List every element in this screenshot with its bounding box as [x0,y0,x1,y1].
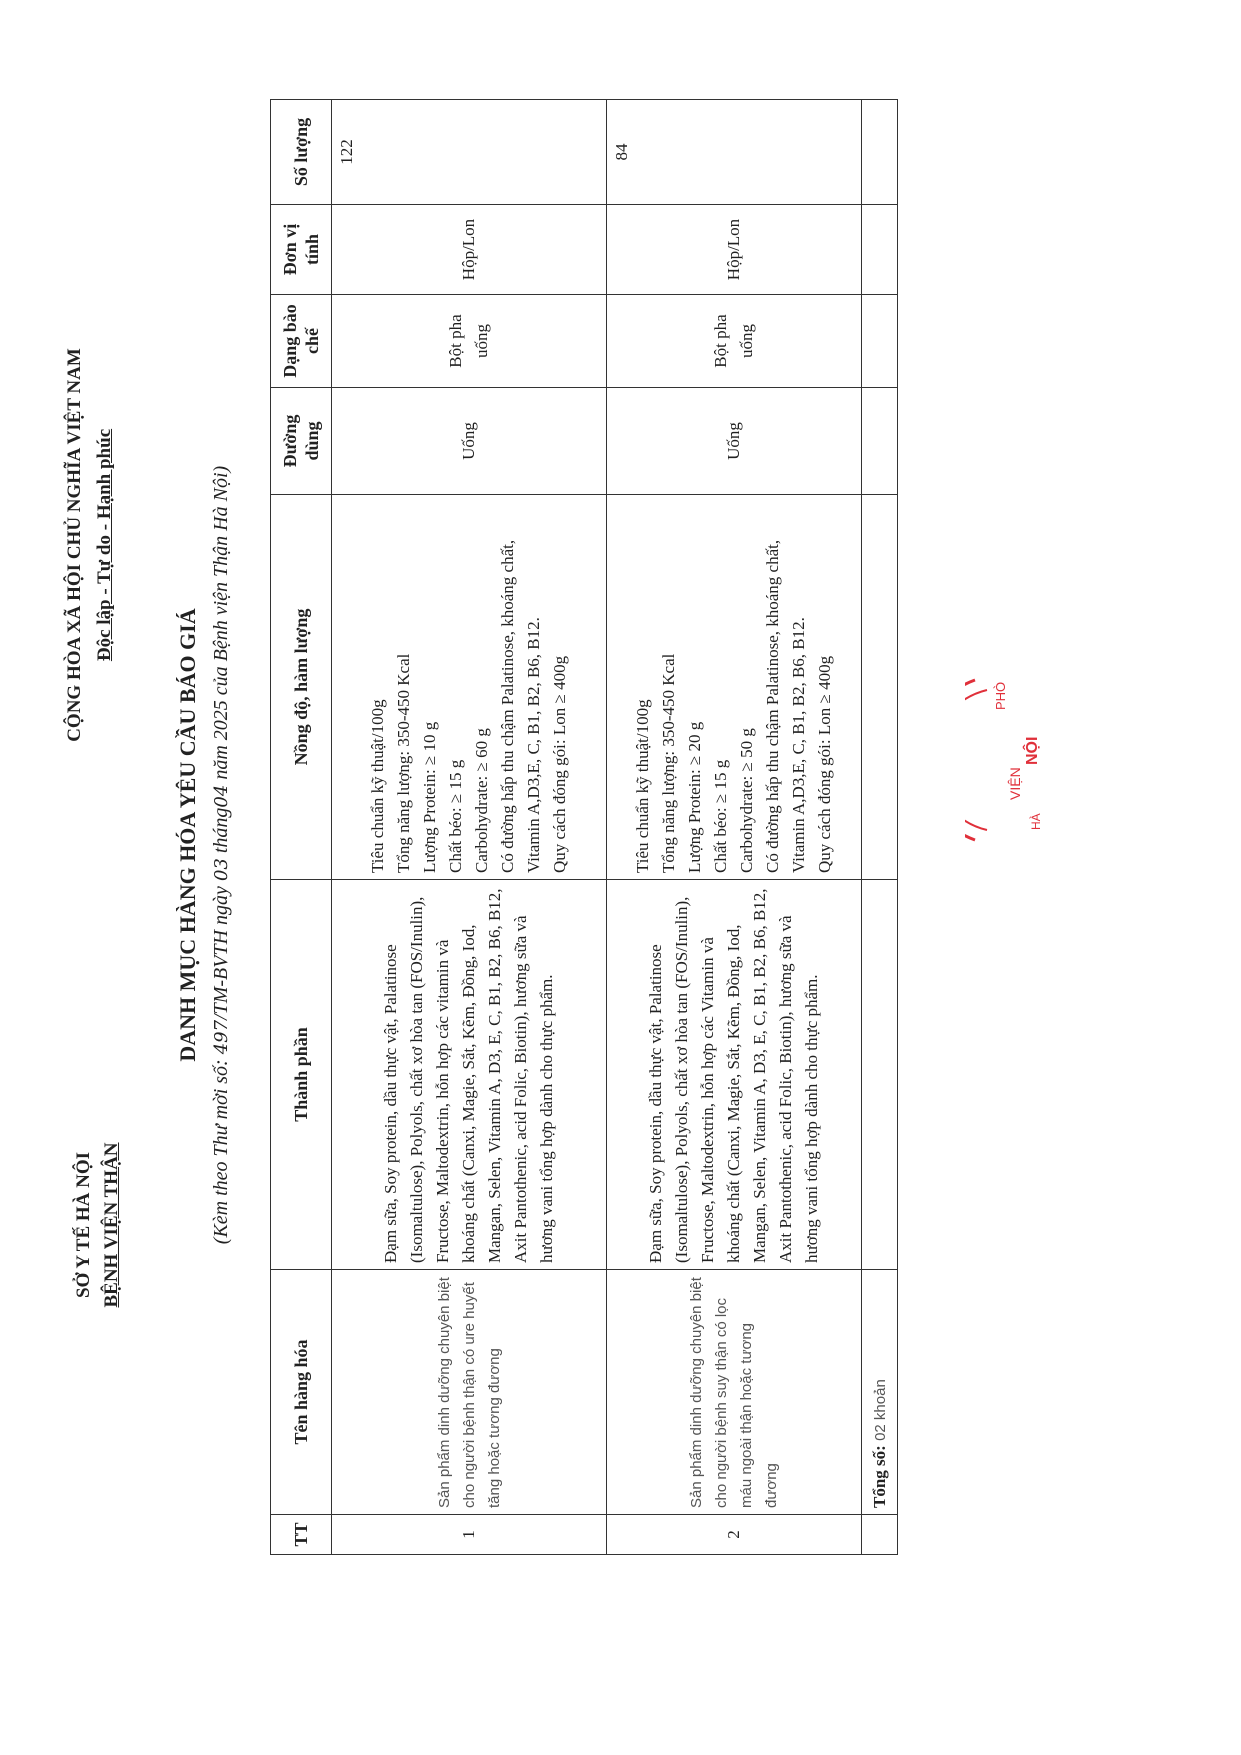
total-empty [862,205,898,295]
nation-header [60,275,120,815]
spec-line: Tiêu chuẩn kỹ thuật/100g [368,699,387,873]
table-row [332,100,607,1555]
svg-text:VIỆN: VIỆN [1007,767,1023,800]
document-subtitle [210,405,233,1305]
total-empty [862,1515,898,1555]
nation-line1: CỘNG HÒA XÃ HỘI CHỦ NGHĨA VIỆT NAM [64,348,85,742]
spec-line: Có đường hấp thu chậm Palatinose, khoáng chất, Vitamin A,D3,E, C, B1, B2, B6, B12. [498,539,543,873]
row-route: Uống [607,388,862,495]
org-header [70,1095,126,1355]
row-tt: 1 [332,1515,607,1555]
total-empty [862,100,898,205]
row-quantity: 84 [607,100,862,205]
row-ingredients: Đạm sữa, Soy protein, dầu thực vật, Palatinose (Isomaltulose), Polyols, chất xơ hòa tan (FOS/Inulin), Fructose, Maltodextrin, hỗn hợp các Vitamin và khoáng chất (Canxi, Magie, Sắt, Kẽm, Đồng, Iod, Mangan, Selen, Vitamin A, D3, E, C, B1, B2, B6, B12, Axit Pantothenic, acid Folic, Biotin), hương sữa và hương vani tổng hợp dành cho thực phẩm. [607,880,862,1270]
row-form: Bột pha uống [332,295,607,388]
col-ingredients: Thành phần [271,880,332,1270]
col-tt: TT [271,1515,332,1555]
spec-line: Quy cách đóng gói: Lon ≥ 400g [815,655,834,873]
row-unit: Hộp/Lon [607,205,862,295]
spec-line: Tổng năng lượng: 350-450 Kcal [659,653,678,873]
spec-line: Chất béo: ≥ 15 g [711,759,730,873]
svg-text:NỘI: NỘI [1024,736,1041,765]
spec-line: Lượng Protein: ≥ 20 g [685,721,704,873]
row-specs [607,495,862,880]
col-unit: Đơn vị tính [271,205,332,295]
subtitle-month-label: tháng [210,807,232,854]
spec-line: Carbohydrate: ≥ 50 g [737,728,756,873]
document-title: DANH MỤC HÀNG HÓA YÊU CẦU BÁO GIÁ [175,608,200,1062]
table-row [607,100,862,1555]
col-form: Dạng bào chế [271,295,332,388]
nation-motto: Độc lập - Tự do - Hạnh phúc [94,428,115,662]
spec-line: Tiêu chuẩn kỹ thuật/100g [633,699,652,873]
total-cell [862,1270,898,1515]
total-label: Tổng số: [869,1445,889,1508]
spec-line: Tổng năng lượng: 350-450 Kcal [394,653,413,873]
row-form: Bột pha uống [607,295,862,388]
spec-line: Lượng Protein: ≥ 10 g [420,721,439,873]
subtitle-middle: /TM-BVTH ngày [210,886,232,1020]
col-quantity: Số lượng [271,100,332,205]
total-empty [862,495,898,880]
col-name: Tên hàng hóa [271,1270,332,1515]
org-line2: BỆNH VIỆN THẬN [101,1142,122,1308]
row-route: Uống [332,388,607,495]
row-name: Sản phẩm dinh dưỡng chuyên biệt cho người bệnh suy thận có lọc máu ngoài thận hoặc tương đương [607,1270,862,1515]
row-tt: 2 [607,1515,862,1555]
letter-month: 04 [211,784,232,808]
total-empty [862,388,898,495]
row-quantity: 122 [332,100,607,205]
letter-day: 03 [211,858,232,882]
row-unit: Hộp/Lon [332,205,607,295]
total-empty [862,295,898,388]
subtitle-prefix: (Kèm theo Thư mời số: [210,1059,232,1245]
row-name: Sản phẩm dinh dưỡng chuyên biệt cho người bệnh thận có ure huyết tăng hoặc tương đương [332,1270,607,1515]
row-specs [332,495,607,880]
total-row [862,100,898,1555]
table-header-row [271,100,332,1555]
spec-line: Có đường hấp thu chậm Palatinose, khoáng chất, Vitamin A,D3,E, C, B1, B2, B6, B12. [763,539,808,873]
goods-table [270,99,898,1555]
letter-number: 497 [211,1019,232,1055]
svg-text:HÀ: HÀ [1029,813,1043,830]
spec-line: Quy cách đóng gói: Lon ≥ 400g [550,655,569,873]
spec-line: Chất béo: ≥ 15 g [446,759,465,873]
svg-text:PHÒ: PHÒ [993,681,1008,710]
total-empty [862,880,898,1270]
row-ingredients: Đạm sữa, Soy protein, dầu thực vật, Palatinose (Isomaltulose), Polyols, chất xơ hòa tan (FOS/Inulin), Fructose, Maltodextrin, hỗn hợp các vitamin và khoáng chất (Canxi, Magie, Sắt, Kẽm, Đồng, Iod, Mangan, Selen, Vitamin A, D3, E, C, B1, B2, B6, B12, Axit Pantothenic, acid Folic, Biotin), hương sữa và hương vani tổng hợp dành cho thực phẩm. [332,880,607,1270]
total-value: 02 khoản [871,1379,889,1441]
col-route: Đường dùng [271,388,332,495]
hospital-stamp [965,670,1055,850]
col-specs: Nồng độ, hàm lượng [271,495,332,880]
org-line1: SỞ Y TẾ HÀ NỘI [73,1151,94,1299]
spec-line: Carbohydrate: ≥ 60 g [472,728,491,873]
subtitle-suffix: năm 2025 của Bệnh viện Thận Hà Nội) [210,465,232,780]
